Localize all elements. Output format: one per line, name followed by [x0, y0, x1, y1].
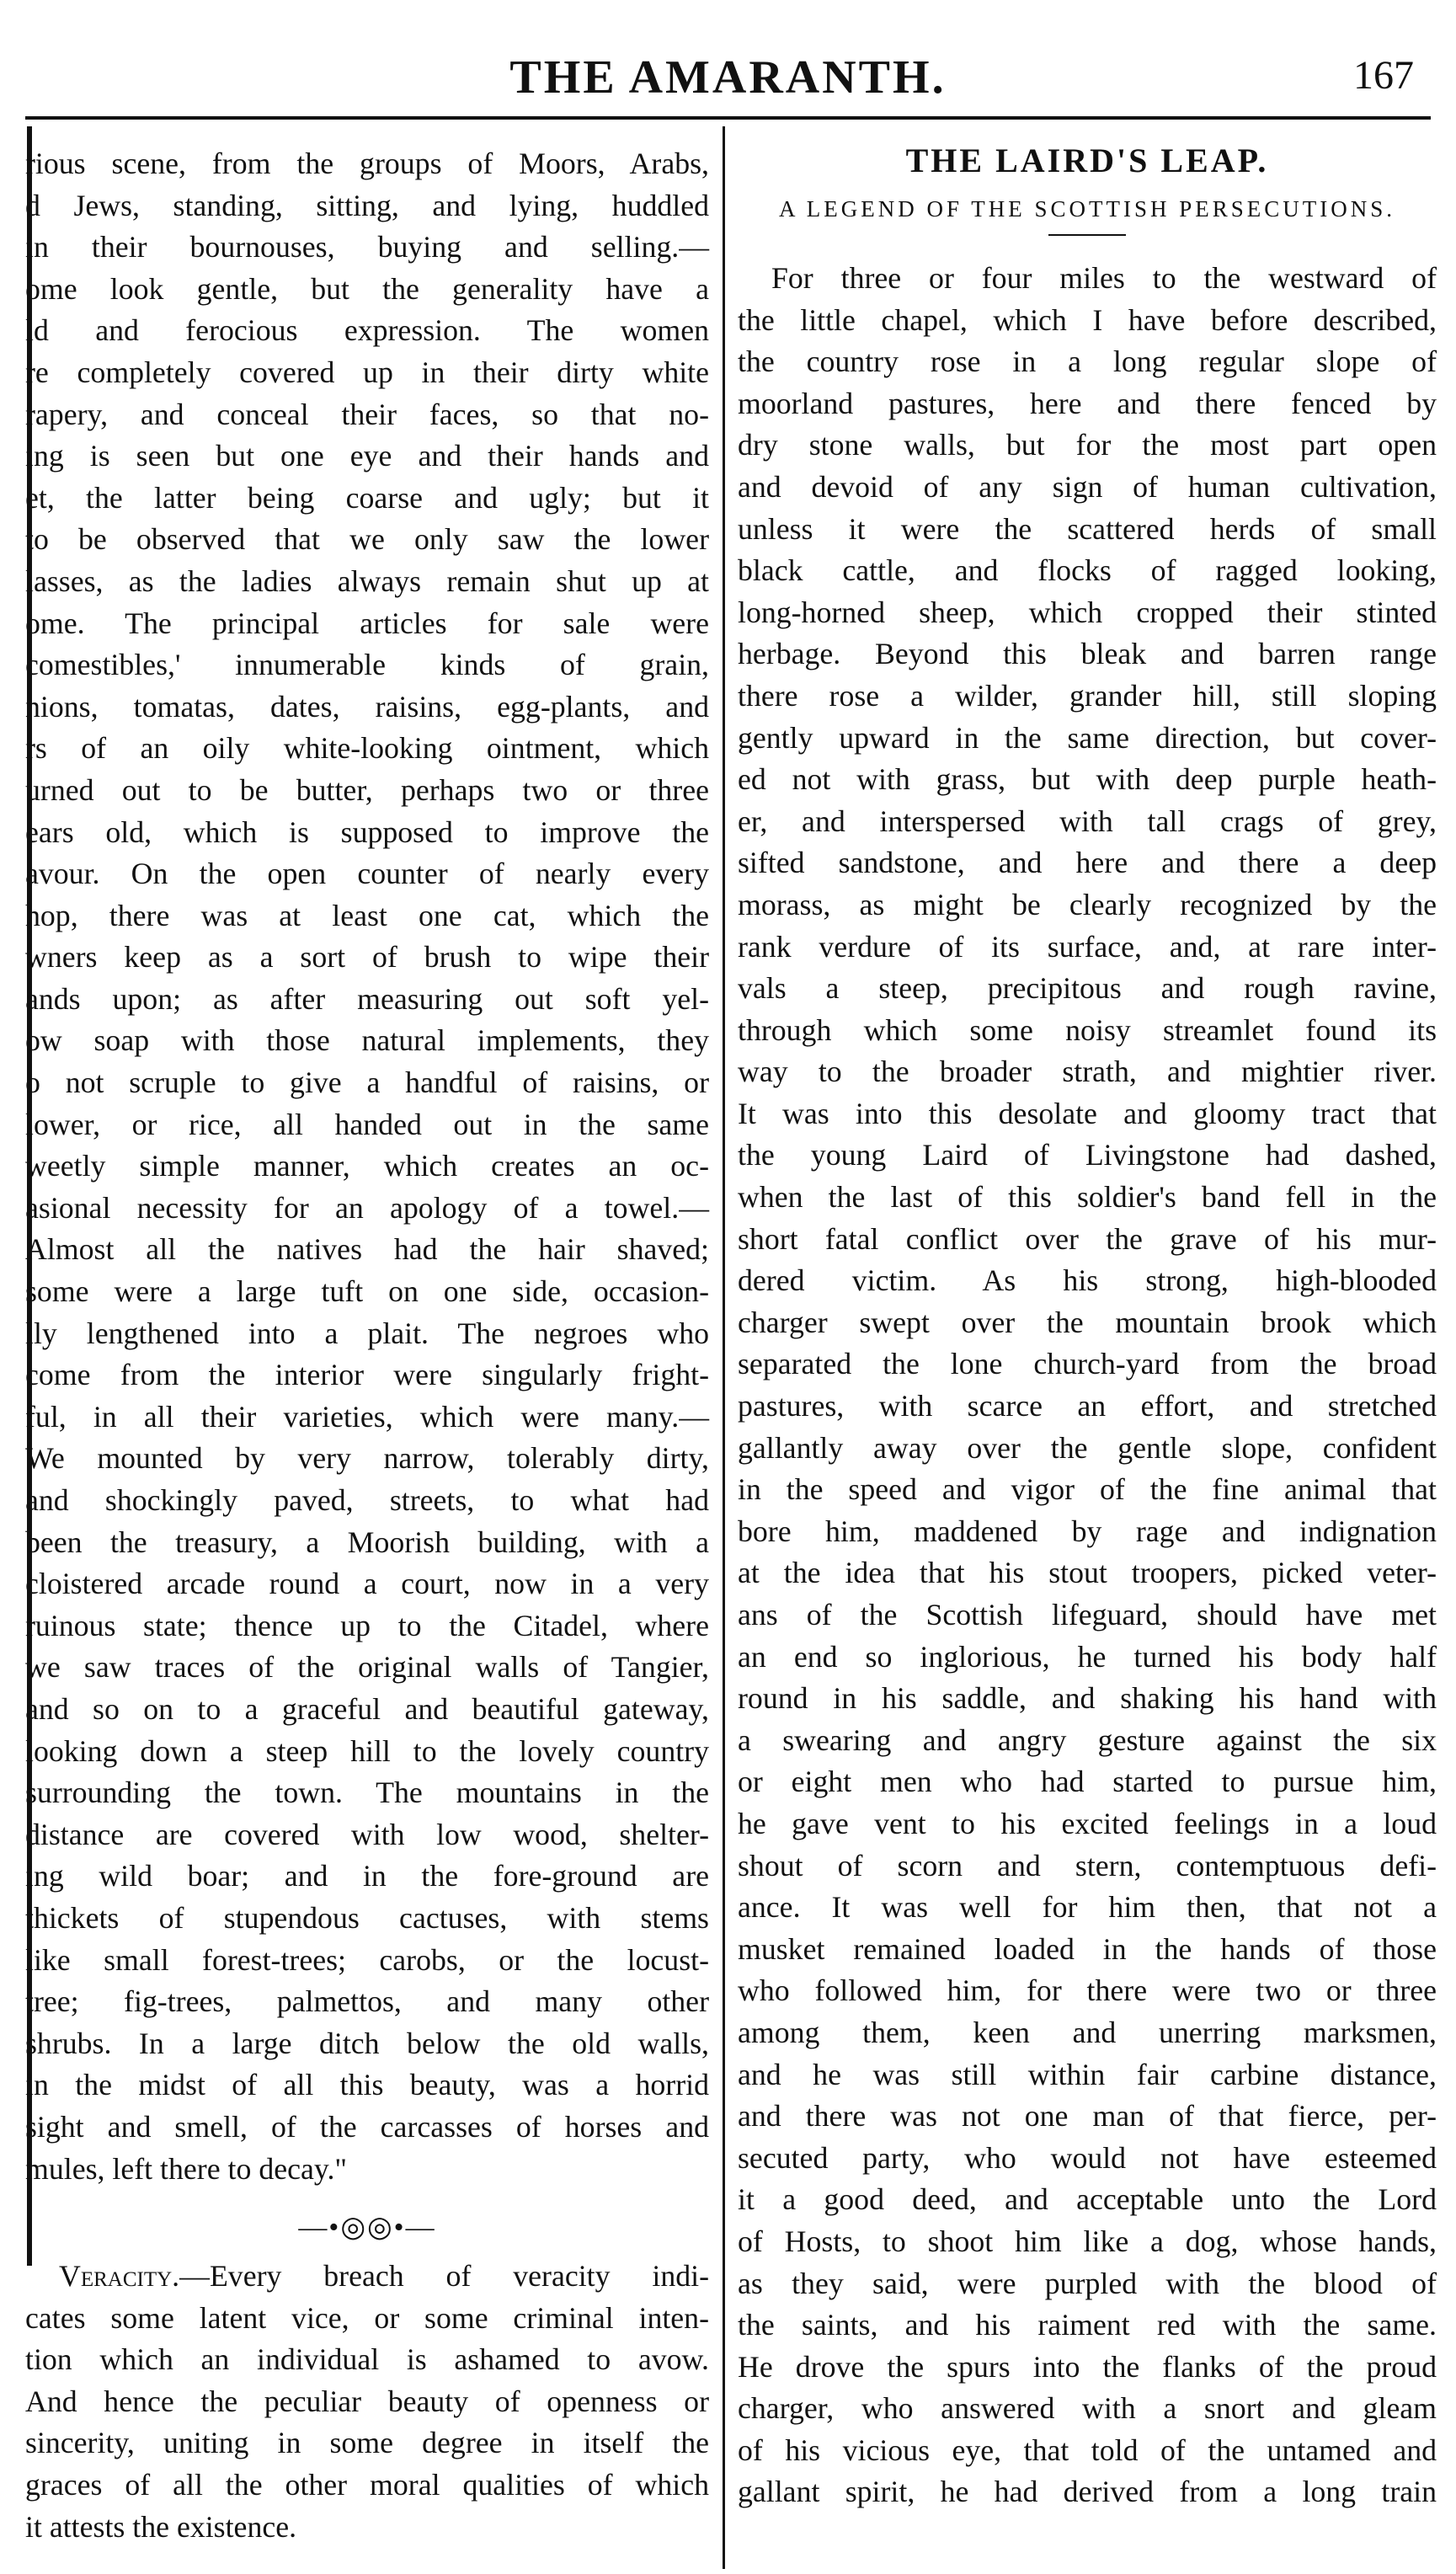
- text-line: and he was still within fair carbine distance,: [738, 2057, 1437, 2091]
- text-line: herbage. Beyond this bleak and barren range: [738, 637, 1437, 671]
- article-subtitle: A LEGEND OF THE SCOTTISH PERSECUTIONS.: [778, 196, 1396, 222]
- text-line: We mounted by very narrow, tolerably dirty,: [25, 1441, 709, 1476]
- text-line: the little chapel, which I have before described,: [738, 302, 1437, 337]
- text-line: urned out to be butter, perhaps two or three: [25, 772, 709, 807]
- text-line: tion which an individual is ashamed to avow.: [25, 2342, 709, 2377]
- text-line: rank verdure of its surface, and, at rare inter-: [738, 929, 1437, 964]
- text-line: we saw traces of the original walls of Tangier,: [25, 1650, 709, 1685]
- text-line: avour. On the open counter of nearly every: [25, 857, 709, 891]
- text-line: lower, or rice, all handed out in the same: [25, 1107, 709, 1141]
- text-line: cloistered arcade round a court, now in a very: [25, 1567, 709, 1601]
- text-line: ed not with grass, but with deep purple heath-: [738, 762, 1437, 797]
- text-line: when the last of this soldier's band fell in the: [738, 1180, 1437, 1215]
- text-line: er, and interspersed with tall crags of grey,: [738, 804, 1437, 838]
- left-column: [25, 143, 709, 2548]
- text-line: it attests the existence.: [25, 2509, 297, 2544]
- text-line: it a good deed, and acceptable unto the Lord: [738, 2182, 1437, 2217]
- text-line: of his vicious eye, that told of the untamed and: [738, 2432, 1437, 2467]
- text-line: through which some noisy streamlet found its: [738, 1012, 1437, 1047]
- text-line: in the speed and vigor of the fine animal that: [738, 1472, 1437, 1507]
- text-line: pastures, with scarce an effort, and stretched: [738, 1389, 1437, 1423]
- text-line: long-horned sheep, which cropped their stinted: [738, 595, 1437, 629]
- text-line: an end so inglorious, he turned his body half: [738, 1639, 1437, 1674]
- text-line: nions, tomatas, dates, raisins, egg-plants, and: [25, 689, 709, 724]
- text-line: shrubs. In a large ditch below the old walls,: [25, 2026, 709, 2060]
- text-line: ful, in all their varieties, which were many.—: [25, 1399, 709, 1434]
- text-line: For three or four miles to the westward of: [771, 261, 1437, 295]
- text-line: to be observed that we only saw the lower: [25, 522, 709, 557]
- text-line: of Hosts, to shoot him like a dog, whose hands,: [738, 2224, 1437, 2258]
- text-line: a swearing and angry gesture against the six: [738, 1722, 1437, 1757]
- text-line: thickets of stupendous cactuses, with stems: [25, 1900, 709, 1935]
- text-line: and shockingly paved, streets, to what had: [25, 1483, 709, 1517]
- text-line: et, the latter being coarse and ugly; but it: [25, 480, 709, 515]
- page-header: [25, 51, 1431, 109]
- column-divider: [723, 126, 725, 2569]
- text-line: rapery, and conceal their faces, so that no-: [25, 397, 709, 431]
- text-line: charger swept over the mountain brook which: [738, 1305, 1437, 1339]
- text-line: and so on to a graceful and beautiful gateway,: [25, 1691, 709, 1726]
- text-line: ome. The principal articles for sale were: [25, 606, 709, 640]
- text-line: dered victim. As his strong, high-blooded: [738, 1263, 1437, 1298]
- text-line: sincerity, uniting in some degree in itself the: [25, 2426, 709, 2460]
- text-line: some were a large tuft on one side, occasion-: [25, 1274, 709, 1309]
- text-line: surrounding the town. The mountains in the: [25, 1776, 709, 1810]
- text-line: gallantly away over the gentle slope, confident: [738, 1430, 1437, 1465]
- text-line: comestibles,' innumerable kinds of grain,: [25, 648, 709, 682]
- text-line: in their bournouses, buying and selling.—: [25, 230, 709, 264]
- text-line: black cattle, and flocks of ragged looking,: [738, 553, 1437, 588]
- text-line: round in his saddle, and shaking his hand with: [738, 1681, 1437, 1716]
- text-line: rious scene, from the groups of Moors, Arabs,: [25, 147, 709, 180]
- text-line: ance. It was well for him then, that not a: [738, 1890, 1437, 1925]
- text-line: distance are covered with low wood, shelter-: [25, 1817, 709, 1851]
- text-line: asional necessity for an apology of a towel.—: [25, 1190, 709, 1225]
- text-line: way to the broader strath, and mightier river.: [738, 1055, 1437, 1089]
- text-line: as they said, were purpled with the blood of: [738, 2266, 1437, 2300]
- text-line: shout of scorn and stern, contemptuous defi-: [738, 1848, 1437, 1882]
- text-line: graces of all the other moral qualities of which: [25, 2468, 709, 2502]
- text-line: and devoid of any sign of human cultivation,: [738, 469, 1437, 504]
- text-line: And hence the peculiar beauty of openness or: [25, 2384, 709, 2418]
- text-line: rs of an oily white-looking ointment, which: [25, 731, 709, 766]
- text-line: tree; fig-trees, palmettos, and many other: [25, 1984, 709, 2019]
- text-line: ome look gentle, but the generality have a: [25, 271, 709, 306]
- text-line: separated the lone church-yard from the broad: [738, 1347, 1437, 1381]
- text-line: re completely covered up in their dirty white: [25, 355, 709, 389]
- text-line: he gave vent to his excited feelings in a loud: [738, 1806, 1437, 1840]
- text-line: dry stone walls, but for the most part open: [738, 428, 1437, 462]
- text-line: sifted sandstone, and here and there a deep: [738, 846, 1437, 880]
- title-rule: [1048, 234, 1126, 236]
- text-line: ing is seen but one eye and their hands and: [25, 439, 709, 473]
- page-number: 167: [1353, 53, 1414, 98]
- text-line: ld and ferocious expression. The women: [25, 313, 709, 348]
- lairds-leap-body: [738, 258, 1437, 2513]
- text-line: and there was not one man of that fierce, per-: [738, 2099, 1437, 2133]
- text-line: ans of the Scottish lifeguard, should have met: [738, 1598, 1437, 1631]
- text-line: cates some latent vice, or some criminal inten-: [25, 2300, 709, 2335]
- text-line: wners keep as a sort of brush to wipe their: [25, 940, 709, 975]
- text-line: come from the interior were singularly fright-: [25, 1358, 709, 1392]
- text-line: mules, left there to decay.": [25, 2151, 348, 2186]
- text-line: It was into this desolate and gloomy tract that: [738, 1096, 1437, 1130]
- text-line: secuted party, who would not have esteemed: [738, 2140, 1437, 2175]
- text-line: He drove the spurs into the flanks of the proud: [738, 2349, 1437, 2384]
- text-line: the country rose in a long regular slope of: [738, 344, 1437, 379]
- text-line: looking down a steep hill to the lovely country: [25, 1733, 709, 1768]
- text-line: gently upward in the same direction, but cover-: [738, 720, 1437, 755]
- text-line: ing wild boar; and in the fore-ground are: [25, 1859, 709, 1893]
- text-line: in the midst of all this beauty, was a horrid: [25, 2068, 709, 2102]
- section-ornament: —•◎◎•—: [298, 2212, 436, 2244]
- text-line: d Jews, standing, sitting, and lying, huddled: [25, 188, 709, 222]
- text-line: o not scruple to give a handful of raisins, or: [25, 1065, 709, 1100]
- veracity-paragraph: [25, 2256, 709, 2548]
- veracity-first-rest: —Every breach of veracity indi-: [179, 2259, 709, 2294]
- text-line: morass, as might be clearly recognized by the: [738, 887, 1437, 921]
- travel-article-continuation: [25, 143, 709, 2190]
- text-line: sight and smell, of the carcasses of horses and: [25, 2109, 709, 2144]
- text-line: vals a steep, precipitous and rough ravine,: [738, 971, 1437, 1006]
- text-line: at the idea that his stout troopers, picked veter-: [738, 1556, 1437, 1590]
- text-line: Almost all the natives had the hair shaved;: [25, 1232, 709, 1267]
- text-line: unless it were the scattered herds of small: [738, 511, 1437, 546]
- text-line: hop, there was at least one cat, which the: [25, 898, 709, 932]
- text-line: moorland pastures, here and there fenced by: [738, 386, 1437, 420]
- running-title: THE AMARANTH.: [509, 51, 947, 104]
- text-line: the young Laird of Livingstone had dashed,: [738, 1138, 1437, 1172]
- text-line: been the treasury, a Moorish building, with a: [25, 1525, 709, 1559]
- text-line: short fatal conflict over the grave of his mur-: [738, 1221, 1437, 1256]
- text-line: or eight men who had started to pursue him,: [738, 1765, 1437, 1799]
- text-line: lly lengthened into a plait. The negroes who: [25, 1316, 709, 1350]
- text-line: weetly simple manner, which creates an oc-: [25, 1149, 709, 1183]
- text-line: ands upon; as after measuring out soft yel-: [25, 981, 709, 1016]
- text-line: ruinous state; thence up to the Citadel, where: [25, 1608, 709, 1642]
- text-line: the saints, and his raiment red with the same.: [738, 2308, 1437, 2342]
- veracity-lead: Veracity.: [59, 2259, 180, 2294]
- header-rule: [25, 116, 1431, 120]
- text-line: like small forest-trees; carobs, or the locust-: [25, 1942, 709, 1977]
- text-line: musket remained loaded in the hands of those: [738, 1931, 1437, 1966]
- text-line: ow soap with those natural implements, they: [25, 1023, 709, 1058]
- article-title: THE LAIRD'S LEAP.: [905, 142, 1269, 179]
- veracity-first-line: [25, 2256, 709, 2298]
- text-line: lasses, as the ladies always remain shut up at: [25, 563, 709, 598]
- right-column: [738, 143, 1437, 2513]
- text-line: among them, keen and unerring marksmen,: [738, 2015, 1437, 2049]
- text-line: there rose a wilder, grander hill, still sloping: [738, 678, 1437, 713]
- text-line: charger, who answered with a snort and gleam: [738, 2391, 1437, 2426]
- text-line: ears old, which is supposed to improve the: [25, 814, 709, 849]
- text-line: who followed him, for there were two or three: [738, 1973, 1437, 2008]
- text-line: gallant spirit, he had derived from a long train: [738, 2475, 1437, 2509]
- text-line: bore him, maddened by rage and indignation: [738, 1514, 1437, 1548]
